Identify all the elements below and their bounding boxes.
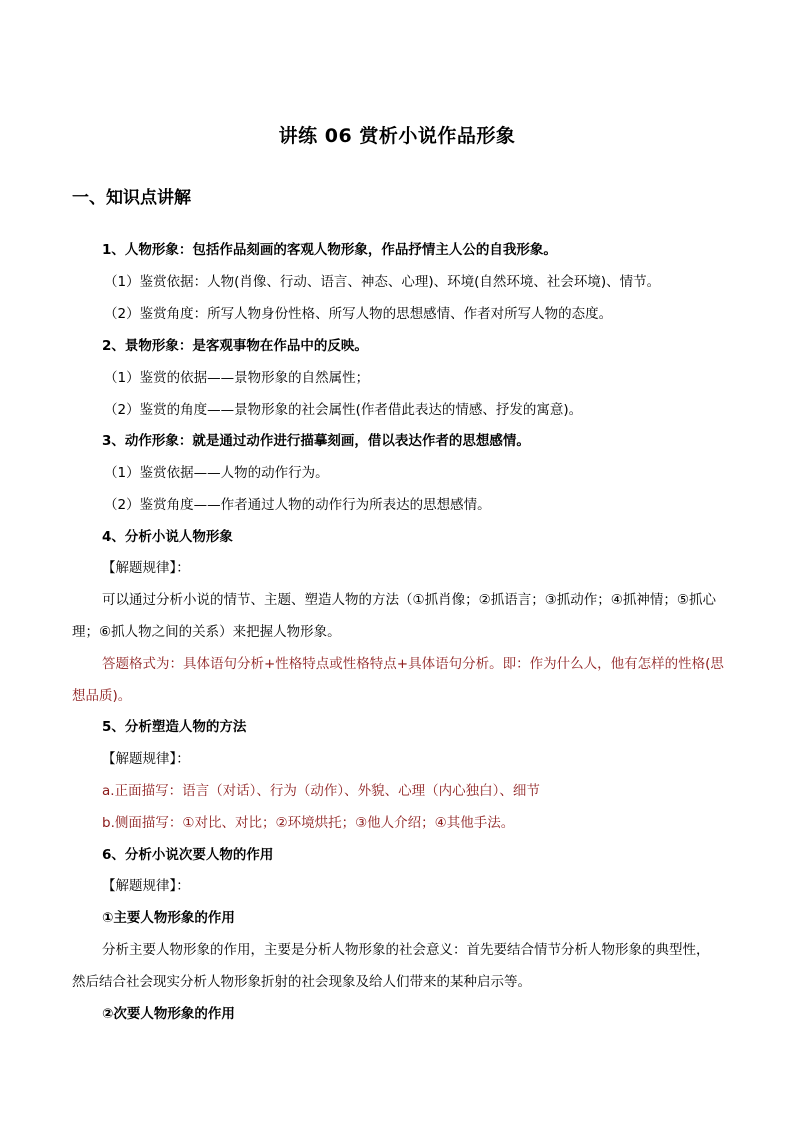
point-4-heading: 4、分析小说人物形象 [102,529,233,545]
point-1-item-2: （2）鉴赏角度：所写人物身份性格、所写人物的思想感情、作者对所写人物的态度。 [104,306,613,322]
point-6-paragraph-line-2: 然后结合社会现实分析人物形象折射的社会现象及给人们带来的某种启示等。 [72,974,531,990]
point-6-rule-label: 【解题规律】： [102,878,190,894]
point-4-answer-format-line-1: 答题格式为：具体语句分析+性格特点或性格特点+具体语句分析。即：作为什么人，他有怎样的性格(思 [102,656,724,672]
point-2-heading: 2、景物形象：是客观事物在作品中的反映。 [102,338,368,354]
point-4-paragraph-line-2: 理；⑥抓人物之间的关系）来把握人物形象。 [72,624,341,640]
point-6-paragraph-line-1: 分析主要人物形象的作用，主要是分析人物形象的社会意义：首先要结合情节分析人物形象的典型性， [102,942,710,958]
point-5-indirect-description: b.侧面描写：①对比、对比；②环境烘托；③他人介绍；④其他手法。 [102,815,515,831]
point-1-item-1: （1）鉴赏依据：人物(肖像、行动、语言、神态、心理)、环境(自然环境、社会环境)、情节。 [104,274,661,290]
page-title: 讲练 06 赏析小说作品形象 [278,125,516,147]
point-5-rule-label: 【解题规律】： [102,751,190,767]
point-3-heading: 3、动作形象：就是通过动作进行描摹刻画，借以表达作者的思想感情。 [102,433,530,449]
point-1-heading: 1、人物形象：包括作品刻画的客观人物形象，作品抒情主人公的自我形象。 [102,242,557,258]
point-2-item-1: （1）鉴赏的依据——景物形象的自然属性； [104,370,370,386]
point-6-subheading-main: ①主要人物形象的作用 [102,910,235,926]
point-4-paragraph-line-1: 可以通过分析小说的情节、主题、塑造人物的方法（①抓肖像；②抓语言；③抓动作；④抓神情；⑤抓心 [102,592,717,608]
point-5-direct-description: a.正面描写：语言（对话）、行为（动作）、外貌、心理（内心独白）、细节 [102,783,540,799]
section-heading: 一、知识点讲解 [72,188,191,208]
point-6-subheading-secondary: ②次要人物形象的作用 [102,1006,235,1022]
point-4-answer-format-line-2: 想品质)。 [72,688,132,704]
point-2-item-2: （2）鉴赏的角度——景物形象的社会属性(作者借此表达的情感、抒发的寓意)。 [104,402,583,418]
point-3-item-1: （1）鉴赏依据——人物的动作行为。 [104,465,329,481]
point-5-heading: 5、分析塑造人物的方法 [102,719,247,735]
point-6-heading: 6、分析小说次要人物的作用 [102,847,274,863]
point-4-rule-label: 【解题规律】： [102,560,190,576]
point-3-item-2: （2）鉴赏角度——作者通过人物的动作行为所表达的思想感情。 [104,497,491,513]
